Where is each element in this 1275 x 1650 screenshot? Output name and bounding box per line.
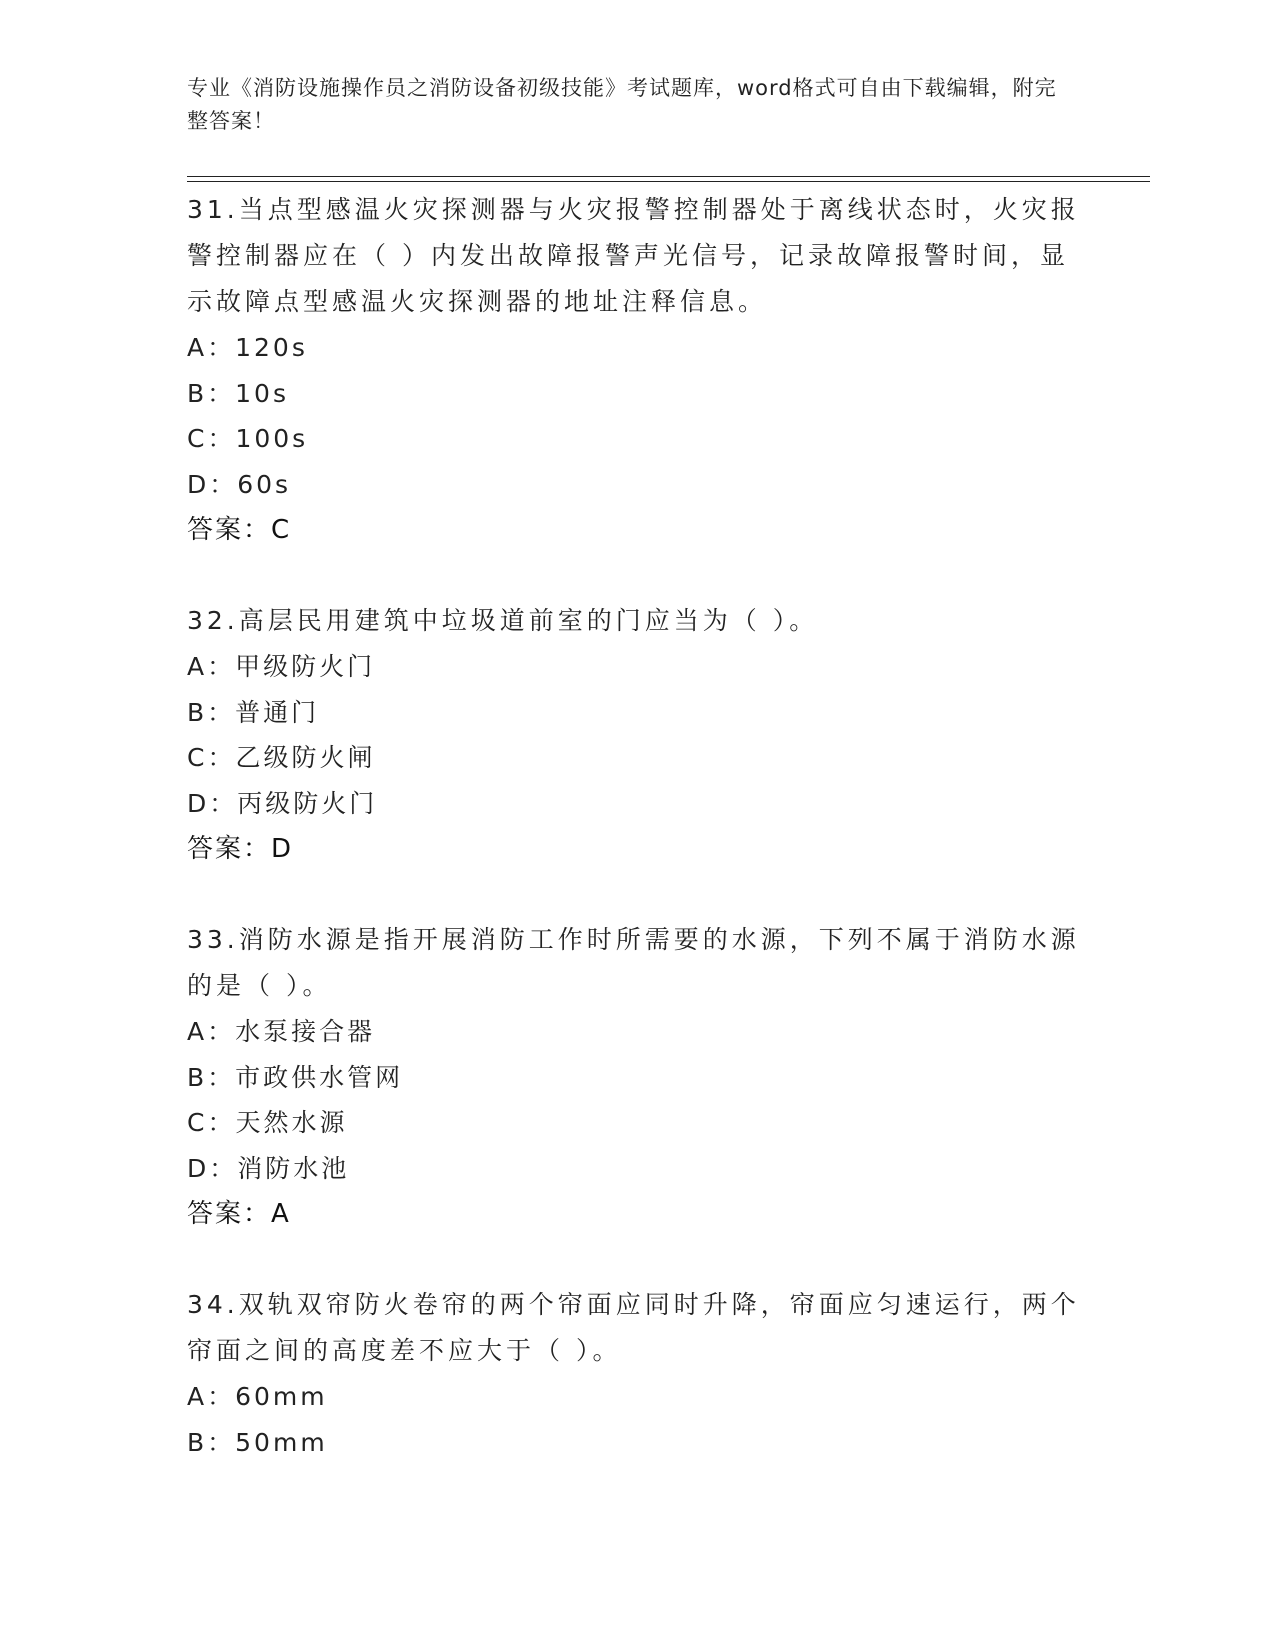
question-stem: 33.消防水源是指开展消防工作时所需要的水源，下列不属于消防水源的是（ ）。 <box>187 925 1080 1000</box>
option-a: A：120s <box>187 333 308 362</box>
question-stem: 32.高层民用建筑中垃圾道前室的门应当为（ ）。 <box>187 606 819 635</box>
option-b: B：普通门 <box>187 697 320 727</box>
question-34 <box>187 1282 1087 1465</box>
answer-line: 答案：D <box>187 834 294 864</box>
option-c: C：乙级防火闸 <box>187 743 376 772</box>
header-divider-top <box>187 176 1150 177</box>
header-text: 专业《消防设施操作员之消防设备初级技能》考试题库，word格式可自由下载编辑，附完整答案！ <box>187 76 1057 133</box>
option-b: B：10s <box>187 378 289 408</box>
option-c: C：天然水源 <box>187 1108 348 1137</box>
question-31 <box>187 187 1087 598</box>
option-b: B：市政供水管网 <box>187 1062 404 1092</box>
question-stem: 34.双轨双帘防火卷帘的两个帘面应同时升降，帘面应匀速运行，两个帘面之间的高度差不应大于（ ）。 <box>187 1290 1080 1365</box>
question-list <box>187 187 1087 1465</box>
answer-line: 答案：C <box>187 515 292 545</box>
header-divider-bottom <box>187 181 1150 182</box>
option-b: B：50mm <box>187 1427 328 1457</box>
option-d: D：丙级防火门 <box>187 788 378 818</box>
option-d: D：60s <box>187 469 292 499</box>
option-a: A：甲级防火门 <box>187 652 376 681</box>
document-header <box>187 72 1067 138</box>
question-spacer <box>187 1237 1087 1282</box>
question-spacer <box>187 872 1087 917</box>
option-d: D：消防水池 <box>187 1153 350 1183</box>
question-32 <box>187 598 1087 917</box>
option-a: A：60mm <box>187 1382 328 1411</box>
answer-line: 答案：A <box>187 1199 291 1229</box>
option-c: C：100s <box>187 424 309 453</box>
question-33 <box>187 917 1087 1282</box>
question-stem: 31.当点型感温火灾探测器与火灾报警控制器处于离线状态时，火灾报警控制器应在（ ）内发出故障报警声光信号，记录故障报警时间，显示故障点型感温火灾探测器的地址注释信息。 <box>187 195 1080 316</box>
option-a: A：水泵接合器 <box>187 1017 376 1046</box>
question-spacer <box>187 553 1087 598</box>
